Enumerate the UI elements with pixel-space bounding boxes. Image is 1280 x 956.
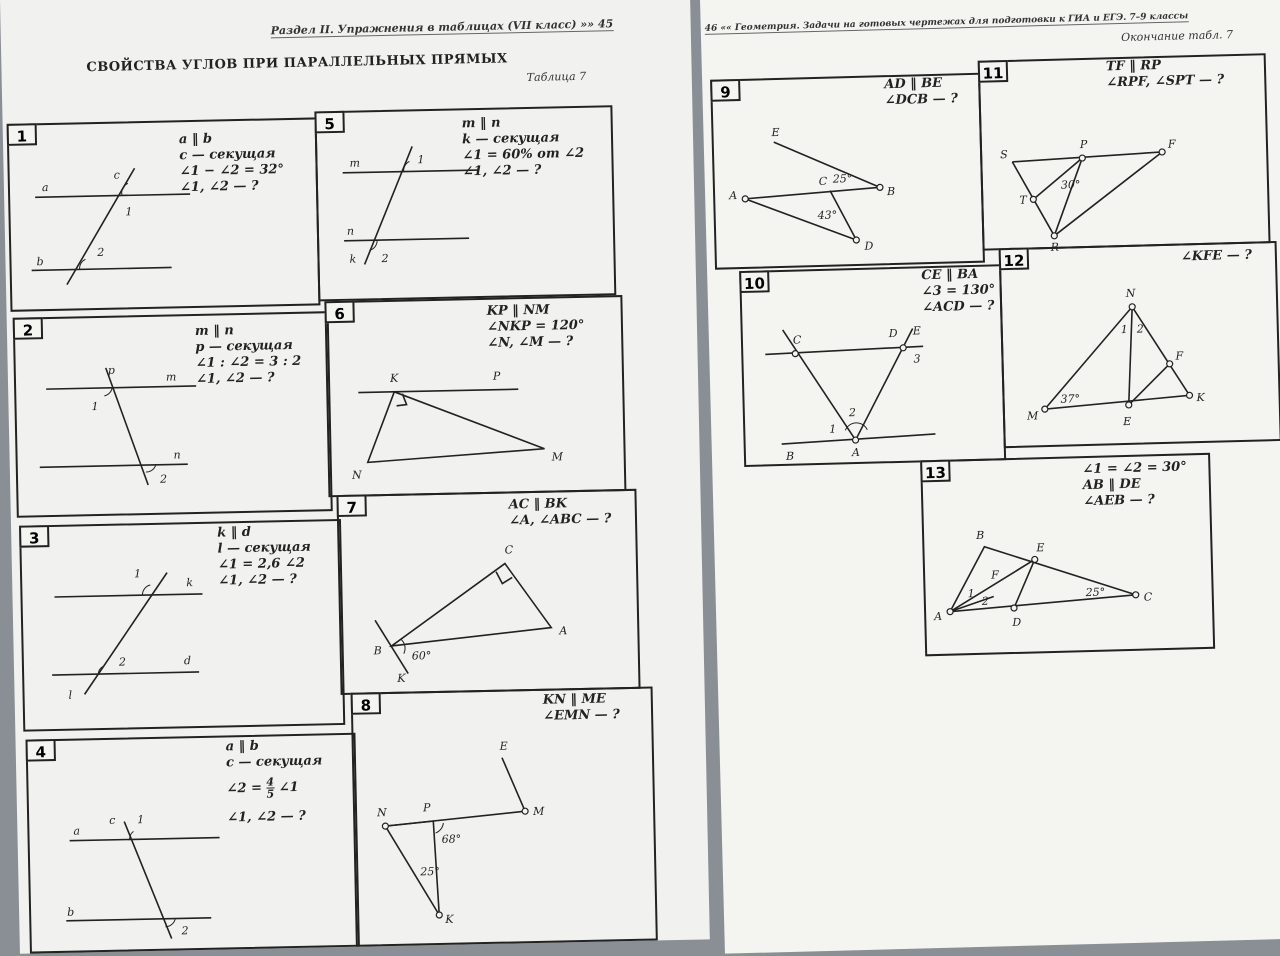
problem-number: 9 — [710, 79, 741, 102]
label-angle-1: 1 — [967, 587, 975, 601]
condition-line: m ‖ n — [461, 115, 501, 132]
label-C: C — [504, 543, 514, 557]
label-A: A — [934, 609, 943, 624]
condition-line: ∠AEB — ? — [1083, 492, 1155, 510]
problem-number: 3 — [19, 525, 49, 548]
label-c: c — [109, 813, 116, 827]
label-a: a — [41, 181, 49, 195]
problem-number: 7 — [336, 494, 366, 517]
problem-number: 8 — [351, 692, 381, 715]
condition-line: k — секущая — [461, 130, 560, 148]
label-E: E — [499, 739, 508, 753]
label-F: F — [1167, 137, 1176, 151]
condition-line: ∠3 = 130° — [921, 282, 996, 300]
label-angle-1: 1 — [417, 153, 425, 167]
label-D: D — [888, 326, 898, 341]
label-E: E — [1036, 541, 1045, 555]
right-running-head: 46 «« Геометрия. Задачи на готовых чертежах для подготовки к ГИА и ЕГЭ. 7–9 классы — [704, 11, 1189, 34]
label-a: a — [73, 824, 81, 838]
condition-line: p — секущая — [195, 337, 293, 355]
label-angle-43: 43° — [817, 208, 838, 222]
label-K: K — [397, 671, 406, 685]
problem-cell-8 — [351, 686, 658, 946]
label-E: E — [1123, 414, 1132, 429]
table-label: Таблица 7 — [526, 69, 587, 84]
label-N: N — [351, 468, 362, 482]
problem-number: 10 — [739, 270, 770, 293]
problem-number: 12 — [999, 247, 1030, 270]
page-number: »» 45 — [580, 17, 614, 31]
label-b: b — [66, 905, 75, 919]
geometry-drawing — [316, 107, 618, 303]
label-k: k — [186, 576, 194, 590]
geometry-drawing — [1001, 240, 1280, 450]
running-head-text: Раздел II. Упражнения в таблицах (VII класс) — [270, 17, 577, 38]
condition-line: k ‖ d — [217, 524, 252, 541]
condition-line: ∠1, ∠2 — ? — [179, 178, 259, 196]
condition-line: ∠1, ∠2 — ? — [195, 370, 275, 387]
condition-line: AC ‖ BK — [508, 496, 568, 513]
problem-cell-7 — [336, 489, 640, 695]
label-angle-3: 3 — [913, 352, 921, 366]
label-S: S — [999, 148, 1008, 162]
condition-line: ∠1, ∠2 — ? — [462, 162, 542, 180]
condition-line: ∠1, ∠2 — ? — [218, 571, 297, 589]
label-N: N — [376, 806, 387, 820]
label-angle-1: 1 — [137, 813, 145, 827]
problem-cell-2 — [13, 311, 333, 518]
label-angle-2: 2 — [118, 655, 127, 669]
label-A: A — [559, 624, 568, 638]
condition-line: ∠KFE — ? — [1180, 247, 1253, 265]
geometry-drawing — [338, 491, 642, 697]
label-B: B — [886, 184, 896, 199]
problem-number: 13 — [920, 460, 951, 483]
condition-line: ∠NKP = 120° — [486, 317, 585, 335]
label-angle-37: 37° — [1060, 392, 1081, 406]
condition-line: ∠DCB — ? — [884, 91, 959, 109]
label-K: K — [1196, 390, 1205, 405]
label-F: F — [1175, 349, 1184, 363]
problem-cell-11 — [978, 53, 1271, 254]
problem-cell-13 — [920, 453, 1215, 657]
fraction-denominator: 5 — [266, 787, 275, 801]
condition-line: ∠1 − ∠2 = 32° — [179, 162, 285, 180]
label-D: D — [864, 239, 874, 253]
problem-cell-1 — [7, 117, 321, 311]
condition-line: ∠RPF, ∠SPT — ? — [1106, 72, 1225, 91]
condition-line: l — секущая — [217, 539, 311, 557]
label-angle-2: 2 — [1136, 322, 1144, 336]
label-angle-2: 2 — [159, 472, 168, 486]
condition-line: ∠ACD — ? — [921, 298, 995, 316]
label-B: B — [975, 528, 985, 542]
label-b: b — [36, 255, 44, 269]
table-label: Окончание табл. 7 — [1120, 28, 1234, 44]
label-D: D — [1012, 615, 1022, 630]
label-F: F — [990, 568, 999, 582]
problem-cell-9 — [710, 73, 985, 270]
problem-number: 1 — [7, 123, 37, 146]
geometry-drawing — [21, 521, 347, 734]
label-M: M — [532, 804, 545, 819]
condition-line: ∠EMN — ? — [542, 707, 621, 724]
label-l: l — [68, 688, 73, 702]
label-M: M — [1026, 409, 1039, 423]
label-K: K — [445, 912, 454, 926]
label-M: M — [551, 450, 564, 464]
condition-line: ∠1 = 2,6 ∠2 — [217, 555, 305, 573]
problem-number: 5 — [314, 111, 344, 134]
fraction-numerator: 4 — [266, 775, 275, 789]
problem-number: 4 — [25, 739, 55, 762]
condition-line: ∠1, ∠2 — ? — [227, 808, 306, 826]
problem-number: 6 — [324, 301, 354, 324]
geometry-drawing — [741, 266, 1008, 469]
label-angle-2: 2 — [181, 924, 189, 938]
left-running-head — [271, 17, 614, 38]
label-angle-68: 68° — [441, 832, 462, 846]
condition-line: ∠N, ∠M — ? — [487, 334, 574, 351]
label-T: T — [1019, 193, 1027, 207]
condition-line: TF ‖ RP — [1105, 57, 1162, 75]
condition-line: KP ‖ NM — [486, 302, 550, 319]
condition-line: ∠1 : ∠2 = 3 : 2 — [195, 353, 302, 371]
label-E: E — [912, 324, 921, 338]
label-d: d — [183, 654, 192, 668]
label-K: K — [389, 371, 399, 385]
label-angle-1: 1 — [125, 205, 133, 219]
geometry-drawing — [9, 119, 323, 313]
problem-cell-3 — [19, 519, 345, 732]
label-k: k — [349, 252, 357, 266]
page-title: СВОЙСТВА УГЛОВ ПРИ ПАРАЛЛЕЛЬНЫХ ПРЯМЫХ — [86, 51, 508, 76]
fraction-lhs: ∠2 = — [226, 780, 263, 797]
label-P: P — [1079, 137, 1088, 152]
label-angle-25: 25° — [832, 172, 853, 186]
condition-line: AD ‖ BE — [884, 75, 943, 93]
condition-line: ∠1 = 60% от ∠2 — [462, 145, 585, 164]
problem-cell-5 — [314, 105, 616, 301]
label-angle-2: 2 — [97, 245, 105, 260]
label-angle-30: 30° — [1060, 178, 1081, 192]
label-angle-25: 25° — [1085, 585, 1106, 600]
condition-line: m ‖ n — [194, 323, 234, 339]
geometry-drawing — [712, 75, 987, 272]
label-C: C — [818, 174, 828, 188]
label-angle-2: 2 — [981, 594, 990, 608]
label-C: C — [792, 333, 802, 347]
problem-cell-6 — [324, 295, 626, 497]
label-P: P — [422, 801, 431, 815]
problem-cell-12 — [999, 241, 1280, 448]
label-angle-60: 60° — [411, 649, 432, 663]
label-angle-25: 25° — [420, 864, 440, 879]
label-A: A — [728, 189, 738, 203]
condition-line: KN ‖ ME — [542, 691, 606, 708]
problem-cell-4 — [25, 733, 359, 954]
condition-line: c — секущая — [225, 753, 323, 771]
right-page — [700, 0, 1280, 954]
label-m: m — [349, 156, 361, 170]
geometry-drawing — [326, 297, 628, 499]
geometry-drawing — [15, 313, 335, 520]
label-n: n — [173, 448, 181, 462]
label-angle-2: 2 — [381, 251, 389, 266]
label-c: c — [113, 168, 120, 182]
geometry-drawing — [980, 55, 1273, 252]
condition-line: ∠A, ∠ABC — ? — [508, 511, 612, 529]
label-E: E — [771, 125, 780, 140]
label-B: B — [373, 644, 382, 658]
label-angle-2: 2 — [848, 406, 857, 420]
problem-number: 2 — [13, 317, 43, 340]
label-C: C — [1143, 590, 1153, 604]
condition-line: AB ‖ DE — [1082, 476, 1141, 494]
label-p: p — [107, 363, 115, 377]
label-A: A — [851, 445, 861, 460]
condition-line: CE ‖ BA — [921, 266, 979, 284]
geometry-drawing — [353, 688, 660, 948]
label-angle-1: 1 — [91, 400, 99, 414]
label-angle-1: 1 — [829, 422, 837, 436]
condition-line: a ‖ b — [225, 738, 259, 755]
label-P: P — [492, 369, 501, 383]
label-B: B — [785, 449, 795, 463]
problem-number: 11 — [978, 60, 1009, 83]
geometry-drawing — [28, 735, 362, 956]
problem-cell-10 — [739, 264, 1006, 467]
condition-line: a ‖ b — [178, 131, 213, 148]
condition-line: ∠1 = ∠2 = 30° — [1082, 459, 1187, 478]
geometry-drawing — [922, 455, 1217, 659]
label-n: n — [346, 224, 355, 238]
label-m: m — [165, 370, 177, 384]
label-N: N — [1125, 286, 1136, 300]
label-R: R — [1050, 240, 1060, 254]
fraction-rhs: ∠1 — [278, 779, 299, 796]
condition-line: c — секущая — [179, 146, 276, 164]
label-angle-1: 1 — [1120, 322, 1128, 337]
label-angle-1: 1 — [133, 567, 142, 581]
